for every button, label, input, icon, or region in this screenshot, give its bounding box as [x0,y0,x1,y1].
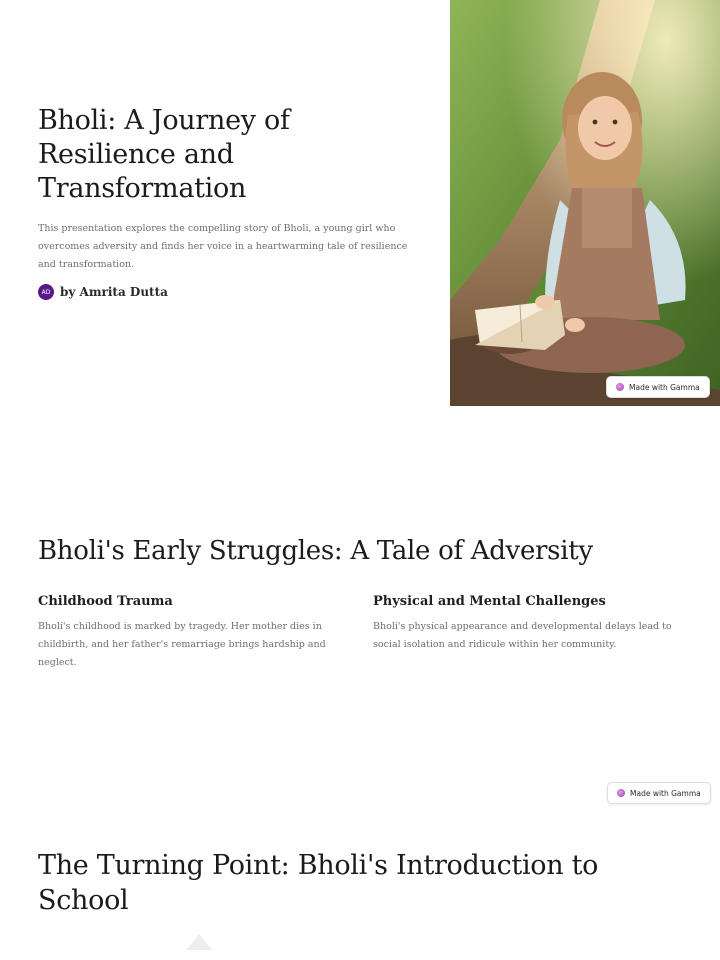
badge-label: Made with Gamma [630,788,701,798]
column-text: Bholi's childhood is marked by tragedy. Her mother dies in childbirth, and her father's remarriage brings hardship and neglect. [38,621,326,668]
column-heading: Physical and Mental Challenges [373,594,606,609]
author-name: by Amrita Dutta [60,285,168,299]
slide-early-struggles [0,408,720,808]
intro-description: This presentation explores the compelling story of Bholi, a young girl who overcomes adversity and finds her voice in a heartwarming tale of resilience and transformation. [38,223,408,270]
gamma-logo-icon [617,789,625,797]
column-heading: Childhood Trauma [38,594,173,609]
girl-reading-illustration [450,0,720,406]
page-title: Bholi: A Journey of Resilience and Transformation [38,105,290,204]
triangle-shape-icon [186,934,212,950]
column-text: Bholi's physical appearance and developmental delays lead to social isolation and ridicule within her community. [373,621,672,650]
column-physical-mental [373,594,673,654]
avatar: AD [38,284,54,300]
section-title: Bholi's Early Struggles: A Tale of Adversity [38,536,593,566]
slide-turning-point [0,810,720,960]
author-line [38,284,168,300]
gamma-logo-icon [616,383,624,391]
hero-image [450,0,720,406]
section-title: The Turning Point: Bholi's Introduction to School [38,850,599,916]
badge-label: Made with Gamma [629,382,700,392]
column-childhood-trauma [38,594,338,672]
made-with-gamma-badge[interactable] [607,782,711,804]
slide-title [0,0,720,406]
made-with-gamma-badge[interactable] [606,376,710,398]
